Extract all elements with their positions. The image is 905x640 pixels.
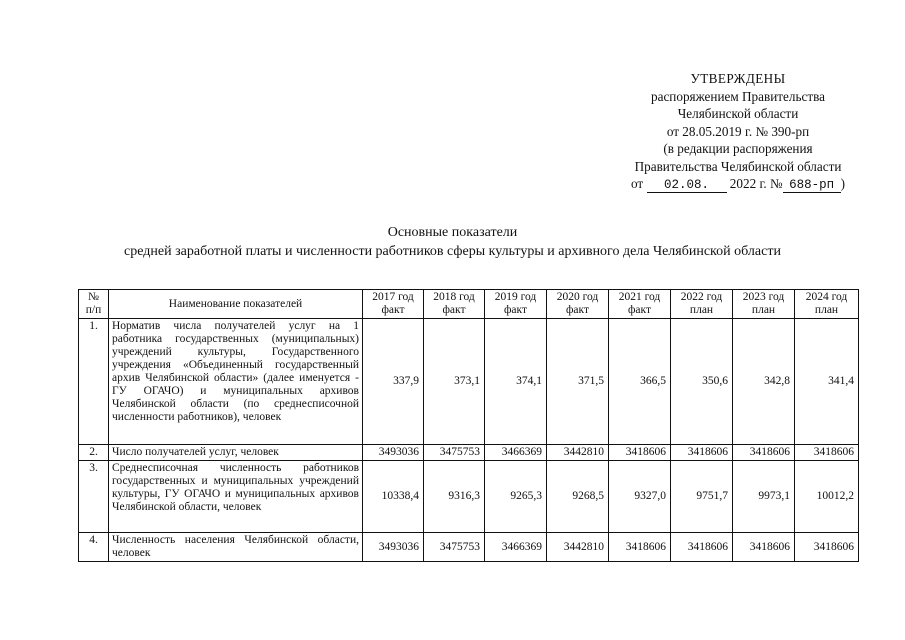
column-header-year: 2020 год факт [547,290,609,319]
row-number: 3. [79,461,109,533]
approval-line: (в редакции распоряжения [663,141,813,156]
row-number: 2. [79,445,109,461]
approval-heading: УТВЕРЖДЕНЫ [690,71,786,86]
approval-stamp [598,70,878,193]
indicator-value: 3475753 [424,445,485,461]
indicator-value: 3442810 [547,533,609,562]
indicator-value: 371,5 [547,319,609,445]
indicator-value: 366,5 [609,319,671,445]
approval-line: распоряжением Правительства [651,88,825,104]
row-number: 4. [79,533,109,562]
indicator-value: 3418606 [671,533,733,562]
approval-line: Правительства Челябинской области [634,158,842,174]
approval-last-line [598,175,878,193]
indicator-value: 9327,0 [609,461,671,533]
indicator-name: Число получателей услуг, человек [109,445,363,461]
approval-line: Челябинской области [677,106,799,121]
indicator-value: 3418606 [795,533,859,562]
table-row [79,461,859,533]
indicator-value: 3493036 [363,533,424,562]
column-header-year: 2022 год план [671,290,733,319]
indicator-value: 3418606 [733,445,795,461]
indicator-name: Численность населения Челябинской области, человек [109,533,363,562]
indicator-value: 3442810 [547,445,609,461]
column-header-no: № п/п [79,290,109,319]
document-title-line2: средней заработной платы и численности работников сферы культуры и архивного дела Челябинской области [124,244,781,259]
indicator-name: Норматив числа получателей услуг на 1 работника государственных (муниципальных) учреждений культуры, Государственного учреждения «Объединенный государственный архив Челябинской области» (далее именуется - ГУ ОГАЧО) и муниципальных архивов Челябинской области (по среднесписочной численности работников), человек [109,319,363,445]
column-header-year: 2024 год план [795,290,859,319]
indicator-value: 3418606 [609,533,671,562]
document-title [0,223,905,261]
table-row [79,319,859,445]
indicator-value: 9268,5 [547,461,609,533]
indicators-table [78,289,859,562]
row-number: 1. [79,319,109,445]
table-header-row [79,290,859,319]
indicator-name: Среднесписочная численность работников государственных и муниципальных учреждений культуры, ГУ ОГАЧО и муниципальных архивов Челябинской области, человек [109,461,363,533]
column-header-year: 2019 год факт [485,290,547,319]
indicator-value: 9751,7 [671,461,733,533]
indicator-value: 10338,4 [363,461,424,533]
approval-year-number-label: 2022 г. № [729,176,783,191]
table-row [79,533,859,562]
indicator-value: 3418606 [795,445,859,461]
indicator-value: 3466369 [485,533,547,562]
indicator-value: 10012,2 [795,461,859,533]
column-header-year: 2017 год факт [363,290,424,319]
table-body [79,319,859,562]
indicator-value: 342,8 [733,319,795,445]
document-title-line1: Основные показатели [387,225,518,240]
indicator-value: 3493036 [363,445,424,461]
indicator-value: 9316,3 [424,461,485,533]
column-header-name: Наименование показателей [109,290,363,319]
column-header-year: 2018 год факт [424,290,485,319]
indicator-value: 374,1 [485,319,547,445]
column-header-year: 2021 год факт [609,290,671,319]
table-row [79,445,859,461]
indicator-value: 9973,1 [733,461,795,533]
approval-line: от 28.05.2019 г. № 390-рп [666,123,810,139]
column-header-year: 2023 год план [733,290,795,319]
indicator-value: 3475753 [424,533,485,562]
indicator-value: 9265,3 [485,461,547,533]
approval-date-prefix: от [631,176,644,191]
indicator-value: 337,9 [363,319,424,445]
indicator-value: 3466369 [485,445,547,461]
approval-closing-paren: ) [840,176,845,191]
indicator-value: 350,6 [671,319,733,445]
indicator-value: 3418606 [609,445,671,461]
approval-number-fill: 688-рп [783,178,841,193]
indicator-value: 341,4 [795,319,859,445]
indicator-value: 3418606 [671,445,733,461]
approval-date-fill: 02.08. [647,178,727,193]
indicator-value: 373,1 [424,319,485,445]
indicator-value: 3418606 [733,533,795,562]
